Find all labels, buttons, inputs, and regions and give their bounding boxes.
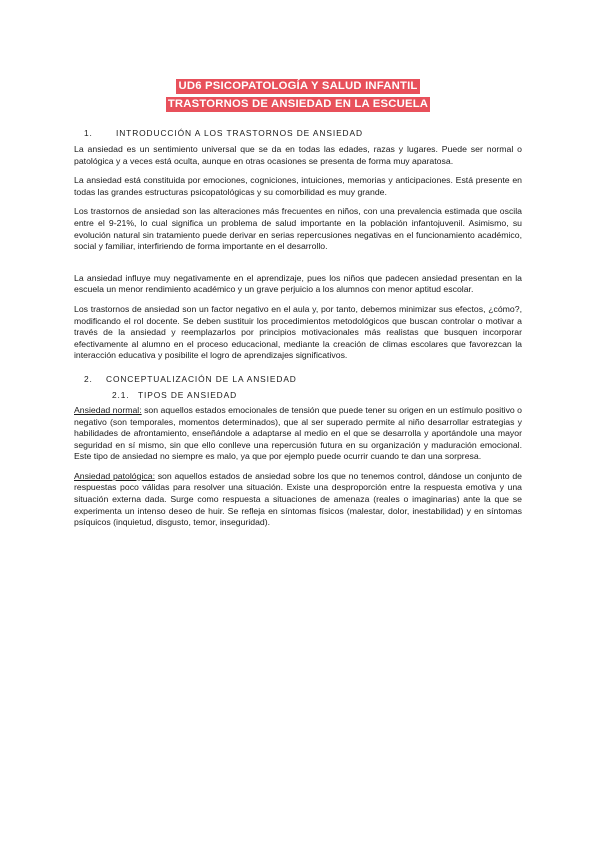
section-1-title: INTRODUCCIÓN A LOS TRASTORNOS DE ANSIEDAD [116,128,363,138]
paragraph: Los trastornos de ansiedad son las alteraciones más frecuentes en niños, con una prevalencia estimada que oscila entre el 9-21%, lo cual significa un problema de salud importante en la población infantojuvenil. Asimismo, su evolución natural sin tratamiento puede derivar en serias repercusiones negativas en el funcionamiento académico, social y familiar, interfiriendo de forma importante en el desarrollo. [74,206,522,252]
normal-anxiety-paragraph [74,405,522,463]
paragraph: La ansiedad influye muy negativamente en el aprendizaje, pues los niños que padecen ansiedad presentan en la escuela un menor rendimiento académico y un grave perjuicio a los alumnos con menor aptitud escolar. [74,272,522,295]
pathological-anxiety-term: Ansiedad patológica: [74,470,155,481]
title-line-2: TRASTORNOS DE ANSIEDAD EN LA ESCUELA [167,98,429,110]
section-2-number: 2. [84,373,93,384]
subsection-2-1-heading [112,390,522,401]
normal-anxiety-text: son aquellos estados emocionales de tensión que puede tener su origen en un estímulo positivo o negativo (son temporales, momentos determinados), que al ser superado permite al niño desarrollar estrategias y habilidades de afrontamiento, enseñándole a adaptarse al medio en el que se desarrolla y aportándole una mayor seguridad en sí mismo, sin que ello conlleve una repercusión futura en su organización y maduración emocional. Este tipo de ansiedad no siempre es malo, ya que por ejemplo puede ocurrir cuando te dan una sorpresa. [74,404,523,462]
title-line-1: UD6 PSICOPATOLOGÍA Y SALUD INFANTIL [178,80,418,92]
pathological-anxiety-text: son aquellos estados de ansiedad sobre los que no tenemos control, dándose un conjunto de respuestas poco válidas para resolver una situación. Existe una desproporción entre la respuesta emotiva y una situación externa dada. Surge como respuesta a situaciones de amenaza (reales o imaginarias) ante la que se experimenta un intenso deseo de huir. Se refleja en síntomas físicos (malestar, dolor, inestabilidad) y en síntomas psíquicos (inquietud, disgusto, temor, inseguridad). [74,470,522,528]
section-1-number: 1. [84,128,93,138]
paragraph: Los trastornos de ansiedad son un factor negativo en el aula y, por tanto, debemos minimizar sus efectos, ¿cómo?, modificando el rol docente. Se deben sustituir los procedimientos metodológicos que buscan controlar o motivar a través de la ansiedad y reemplazarlos por principios motivacionales más realistas que busquen incorporar efectivamente al alumno en el proceso educacional, mediante la creación de climas escolares que favorezcan la interacción educativa y posibilite el logro de aprendizajes significativos. [74,303,522,361]
subsection-2-1-title: TIPOS DE ANSIEDAD [138,389,238,400]
paragraph: La ansiedad está constituida por emociones, cogniciones, intuiciones, memorias y anticipaciones. Está presente en todas las grandes estructuras psicopatológicas y su comorbilidad es muy grande. [74,175,522,197]
section-2-heading [74,374,522,385]
section-2-title: CONCEPTUALIZACIÓN DE LA ANSIEDAD [106,373,297,384]
title-block [74,76,522,112]
subsection-2-1-number: 2.1. [112,389,130,400]
section-1-heading [74,128,522,139]
paragraph: La ansiedad es un sentimiento universal que se da en todas las edades, razas y lugares. Puede ser normal o patológica y a veces está oculta, aunque en otras ocasiones se presenta de forma muy aparatosa. [74,144,522,166]
normal-anxiety-term: Ansiedad normal: [74,404,142,415]
pathological-anxiety-paragraph [74,471,522,529]
